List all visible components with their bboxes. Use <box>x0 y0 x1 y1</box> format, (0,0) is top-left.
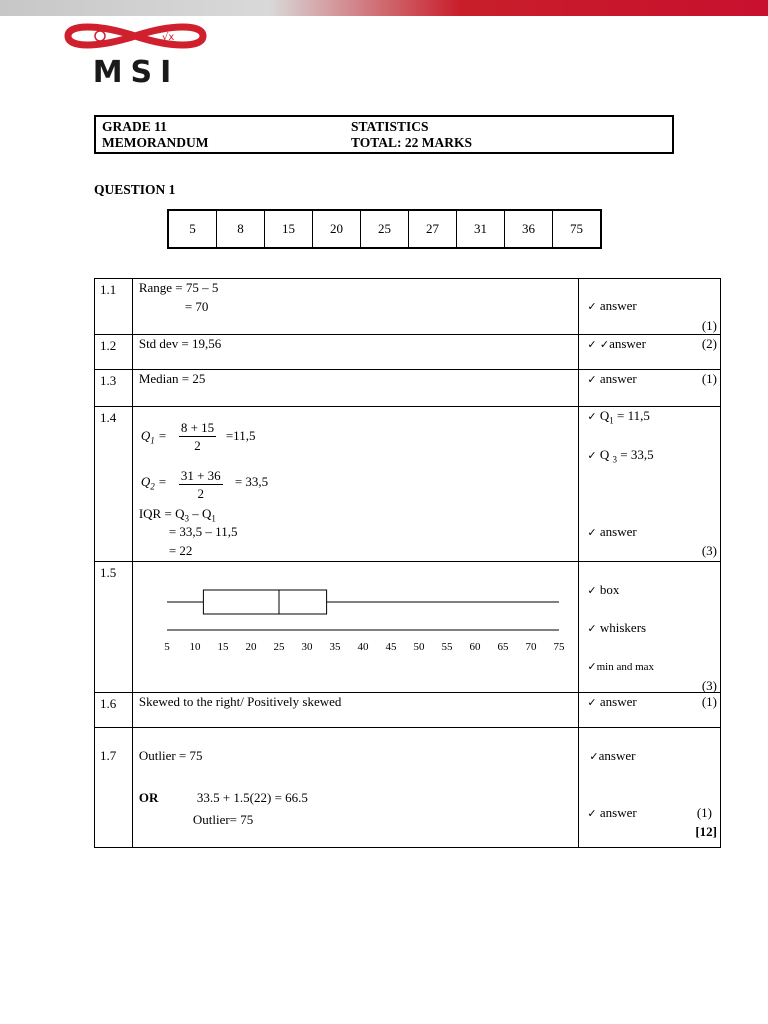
question-number: 1.2 <box>95 335 133 370</box>
working-line: Outlier= 75 <box>192 812 254 827</box>
question-number: 1.5 <box>95 562 133 693</box>
fraction-denominator: 2 <box>197 486 205 501</box>
question-title: QUESTION 1 <box>94 182 176 197</box>
data-value-cell: 36 <box>505 211 553 247</box>
box-and-whisker-plot <box>161 582 601 682</box>
question-number: 1.4 <box>95 407 133 562</box>
marks-value: (3) <box>701 678 717 693</box>
question-total: [12] <box>695 824 717 839</box>
data-value-cell: 27 <box>409 211 457 247</box>
axis-tick-label: 65 <box>497 641 509 653</box>
checkmark-icon: ✓ <box>587 300 597 313</box>
working-cell <box>132 728 579 848</box>
iqr-line: = 22 <box>168 543 193 558</box>
data-value-cell: 20 <box>313 211 361 247</box>
working-cell <box>132 370 579 407</box>
mark-item: ✓ $Q_1 = 11,5$ <box>587 408 650 426</box>
q1-result: =11,5 <box>225 428 256 443</box>
mark-item: ✓min and max <box>587 660 655 673</box>
iqr-line: IQR = $Q_3 - Q_1$ <box>138 506 216 524</box>
marks-value: (2) <box>701 336 717 351</box>
axis-tick-label: 55 <box>441 641 453 653</box>
q1-label: $Q_1$ = <box>140 428 167 446</box>
mark-item: ✓ answer <box>587 371 637 386</box>
checkmark-icon: ✓ <box>587 660 597 673</box>
axis-tick-label: 50 <box>413 641 425 653</box>
mark-item: ✓ answer <box>587 524 637 539</box>
fraction-numerator: 31 + 36 <box>180 468 221 483</box>
working-cell <box>132 562 579 693</box>
memo-row-1-7 <box>95 728 721 848</box>
memo-row-1-4 <box>95 407 721 562</box>
question-number: 1.7 <box>95 728 133 848</box>
working-cell <box>132 407 579 562</box>
axis-tick-label: 35 <box>329 641 341 653</box>
memo-table <box>94 278 721 848</box>
mark-cell <box>579 728 721 848</box>
data-value-cell: 25 <box>361 211 409 247</box>
mark-item: ✓ answer <box>587 805 637 820</box>
question-number: 1.6 <box>95 693 133 728</box>
q1-fraction <box>179 419 216 455</box>
question-number: 1.1 <box>95 279 133 335</box>
mark-item: ✓ ✓answer <box>587 336 646 351</box>
checkmark-icon: ✓ <box>587 449 597 462</box>
working-line: = 70 <box>184 299 209 314</box>
q2-result: = 33,5 <box>234 474 269 489</box>
fraction-numerator: 8 + 15 <box>180 420 215 435</box>
data-value-cell: 5 <box>169 211 217 247</box>
working-line: Median = 25 <box>138 371 206 386</box>
data-value-cell: 8 <box>217 211 265 247</box>
marks-value: (1) <box>701 694 717 709</box>
mark-cell <box>579 279 721 335</box>
top-banner <box>0 0 768 16</box>
mark-cell <box>579 693 721 728</box>
working-cell <box>132 693 579 728</box>
q2-label: $Q_2$ = <box>140 474 167 492</box>
mark-cell <box>579 335 721 370</box>
total-marks-label: TOTAL: 22 MARKS <box>351 135 473 150</box>
checkmark-icon: ✓ <box>599 338 610 351</box>
checkmark-icon: ✓ <box>589 750 599 763</box>
axis-tick-label: 75 <box>553 641 565 653</box>
axis-tick-label: 15 <box>217 641 229 653</box>
axis-tick-label: 40 <box>357 641 369 653</box>
mark-cell <box>579 407 721 562</box>
axis-tick-label: 70 <box>525 641 537 653</box>
fraction-denominator: 2 <box>194 438 201 453</box>
axis-tick-label: 30 <box>301 641 313 653</box>
mark-item: ✓ answer <box>587 694 637 709</box>
working-line: Std dev = 19,56 <box>138 336 222 351</box>
data-value-cell: 15 <box>265 211 313 247</box>
data-value-cell: 31 <box>457 211 505 247</box>
mark-item: ✓ whiskers <box>587 620 647 635</box>
mark-item: ✓ Q $_3$ = 33,5 <box>587 447 654 465</box>
working-cell <box>132 279 579 335</box>
axis-tick-label: 25 <box>273 641 285 653</box>
checkmark-icon: ✓ <box>587 373 597 386</box>
question-number: 1.3 <box>95 370 133 407</box>
checkmark-icon: ✓ <box>587 410 597 423</box>
mark-item: ✓ answer <box>587 298 637 313</box>
marks-value: (1) <box>701 371 717 386</box>
axis-tick-label: 20 <box>245 641 257 653</box>
mark-item: ✓answer <box>589 748 636 763</box>
doc-type-label: MEMORANDUM <box>102 135 209 150</box>
working-line: 33.5 + 1.5(22) = 66.5 <box>196 790 308 805</box>
svg-text:√x: √x <box>162 32 175 43</box>
grade-label: GRADE 11 <box>102 119 167 134</box>
memo-row-1-6 <box>95 693 721 728</box>
checkmark-icon: ✓ <box>587 622 597 635</box>
document-header <box>94 115 674 154</box>
marks-value: (1) <box>696 805 712 820</box>
working-line: Range = 75 – 5 <box>138 280 219 295</box>
iqr-line: = 33,5 – 11,5 <box>168 524 238 539</box>
marks-value: (3) <box>701 543 717 558</box>
checkmark-icon: ✓ <box>587 696 597 709</box>
axis-tick-label: 60 <box>469 641 481 653</box>
memo-row-1-2 <box>95 335 721 370</box>
checkmark-icon: ✓ <box>587 526 597 539</box>
memo-row-1-1 <box>95 279 721 335</box>
working-line: Outlier = 75 <box>138 748 203 763</box>
iqr-box <box>203 590 326 614</box>
memo-row-1-3 <box>95 370 721 407</box>
checkmark-icon: ✓ <box>587 807 597 820</box>
data-value-cell: 75 <box>570 221 583 236</box>
subject-label: STATISTICS <box>351 119 429 134</box>
checkmark-icon: ✓ <box>587 338 597 351</box>
mark-item: ✓ box <box>587 582 620 597</box>
msi-logo <box>58 22 213 90</box>
or-label: OR <box>138 790 159 805</box>
marks-value: (1) <box>701 318 717 333</box>
axis-tick-label: 5 <box>164 641 170 653</box>
logo-text: MSI <box>92 55 180 90</box>
memo-row-1-5 <box>95 562 721 693</box>
mark-cell <box>579 370 721 407</box>
axis-tick-label: 45 <box>385 641 397 653</box>
checkmark-icon: ✓ <box>587 584 597 597</box>
working-cell <box>132 335 579 370</box>
data-values-table <box>167 209 602 249</box>
axis-tick-label: 10 <box>189 641 201 653</box>
working-line: Skewed to the right/ Positively skewed <box>138 694 342 709</box>
q2-fraction <box>179 467 223 503</box>
mark-cell <box>579 562 721 693</box>
